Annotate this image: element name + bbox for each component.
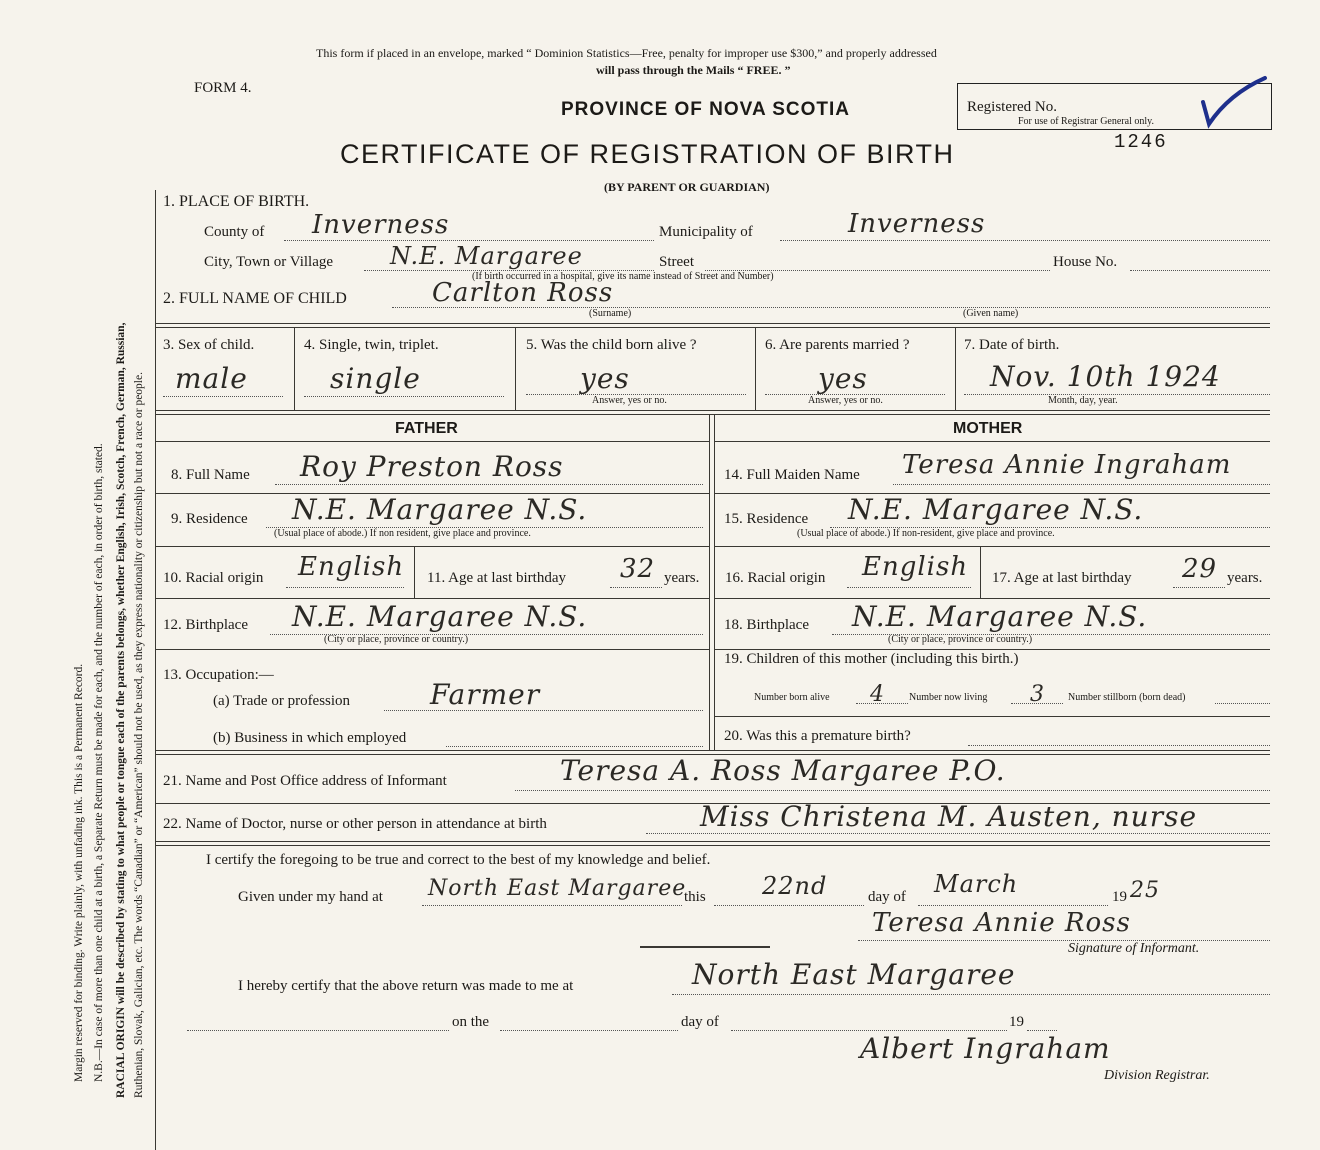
- mother-years-label: years.: [1227, 570, 1263, 586]
- municipality-value: Inverness: [848, 209, 986, 239]
- year-prefix: 19: [1112, 889, 1127, 905]
- date-of-birth-note: Month, day, year.: [1048, 395, 1118, 406]
- mother-name-value: Teresa Annie Ingraham: [902, 450, 1232, 480]
- stillborn-count-label: Number stillborn (born dead): [1068, 692, 1186, 703]
- business-label: (b) Business in which employed: [213, 730, 407, 746]
- father-name-label: 8. Full Name: [171, 467, 250, 483]
- living-count-value: 3: [1030, 682, 1045, 707]
- mother-residence-label: 15. Residence: [724, 511, 809, 527]
- occupation-label: 13. Occupation:—: [163, 667, 274, 683]
- parents-married-value: yes: [818, 362, 868, 395]
- margin-note-2: N.B.—In case of more than one child at a birth, a Separate Return must be made for each, and the number of each, in order of birth, stated.: [93, 443, 105, 1082]
- on-the-label: on the: [452, 1014, 490, 1030]
- trade-value: Farmer: [430, 678, 541, 711]
- born-alive-count-label: Number born alive: [754, 692, 830, 703]
- father-name-value: Roy Preston Ross: [300, 450, 564, 483]
- mother-age-label: 17. Age at last birthday: [992, 570, 1132, 586]
- sex-value: male: [175, 362, 248, 395]
- house-number-label: House No.: [1053, 254, 1118, 270]
- mother-birthplace-label: 18. Birthplace: [724, 617, 809, 633]
- registered-number: 1246: [1114, 131, 1168, 153]
- certify-statement: I certify the foregoing to be true and correct to the best of my knowledge and belief.: [206, 852, 711, 868]
- sex-label: 3. Sex of child.: [163, 337, 255, 353]
- plurality-value: single: [330, 362, 421, 395]
- city-value: N.E. Margaree: [390, 242, 583, 270]
- given-under-label: Given under my hand at: [238, 889, 383, 905]
- mother-age-value: 29: [1182, 554, 1218, 584]
- children-label: 19. Children of this mother (including this birth.): [724, 651, 1019, 667]
- born-alive-label: 5. Was the child born alive ?: [526, 337, 697, 353]
- margin-note-1: Margin reserved for binding. Write plainly, with unfading ink. This is a Permanent Record.: [73, 663, 85, 1082]
- checkmark-icon: [1195, 74, 1270, 129]
- registrar-signature: Albert Ingraham: [860, 1032, 1111, 1065]
- date-of-birth-value: Nov. 10th 1924: [990, 360, 1221, 393]
- given-name-note: (Given name): [963, 308, 1019, 319]
- attendant-value: Miss Christena M. Austen, nurse: [700, 800, 1198, 833]
- province-heading: PROVINCE OF NOVA SCOTIA: [561, 99, 851, 120]
- mother-heading: MOTHER: [953, 420, 1023, 437]
- informant-value: Teresa A. Ross Margaree P.O.: [560, 754, 1006, 787]
- father-birthplace-label: 12. Birthplace: [163, 617, 248, 633]
- county-label: County of: [204, 224, 265, 240]
- living-count-label: Number now living: [909, 692, 988, 703]
- mother-racial-value: English: [862, 552, 969, 582]
- city-label: City, Town or Village: [204, 254, 334, 270]
- trade-label: (a) Trade or profession: [213, 693, 351, 709]
- mother-birthplace-value: N.E. Margaree N.S.: [852, 600, 1148, 633]
- father-residence-label: 9. Residence: [171, 511, 248, 527]
- margin-note-4: Ruthenian, Slovak, Galician, etc. The words “Canadian” or “American” should not be used, as they express nationality or citizenship but not a race or people.: [133, 372, 145, 1098]
- this-label: this: [684, 889, 706, 905]
- father-age-value: 32: [620, 554, 656, 584]
- signature-of-informant-label: Signature of Informant.: [1068, 941, 1200, 956]
- father-birthplace-value: N.E. Margaree N.S.: [292, 600, 588, 633]
- mother-residence-note: (Usual place of abode.) If non-resident, give place and province.: [797, 528, 1055, 539]
- date-of-birth-label: 7. Date of birth.: [964, 337, 1060, 353]
- mother-name-label: 14. Full Maiden Name: [724, 467, 860, 483]
- father-birthplace-note: (City or place, province or country.): [324, 634, 469, 645]
- given-place-value: North East Margaree: [428, 876, 687, 901]
- hospital-note: (If birth occurred in a hospital, give its name instead of Street and Number): [472, 271, 774, 282]
- certificate-title: CERTIFICATE OF REGISTRATION OF BIRTH: [340, 139, 955, 169]
- child-name-label: 2. FULL NAME OF CHILD: [163, 290, 347, 307]
- certificate-subtitle: (BY PARENT OR GUARDIAN): [604, 180, 770, 194]
- attendant-label: 22. Name of Doctor, nurse or other person in attendance at birth: [163, 816, 547, 832]
- child-name-value: Carlton Ross: [432, 278, 614, 308]
- street-label: Street: [659, 254, 694, 270]
- father-racial-value: English: [298, 552, 405, 582]
- father-heading: FATHER: [395, 420, 458, 437]
- division-registrar-label: Division Registrar.: [1104, 1068, 1210, 1083]
- year-value: 25: [1130, 878, 1160, 903]
- registrar-year-prefix: 19: [1009, 1014, 1024, 1030]
- registered-label: Registered No.: [967, 99, 1057, 115]
- surname-note: (Surname): [589, 308, 632, 319]
- mother-residence-value: N.E. Margaree N.S.: [848, 493, 1144, 526]
- father-years-label: years.: [664, 570, 700, 586]
- day-of-label: day of: [868, 889, 906, 905]
- mother-birthplace-note: (City or place, province or country.): [888, 634, 1033, 645]
- informant-signature: Teresa Annie Ross: [872, 908, 1131, 938]
- postal-notice-free: will pass through the Mails “ FREE. ”: [596, 63, 791, 77]
- place-of-birth-label: 1. PLACE OF BIRTH.: [163, 193, 310, 210]
- registrar-statement: I hereby certify that the above return was made to me at: [238, 978, 574, 994]
- plurality-label: 4. Single, twin, triplet.: [304, 337, 439, 353]
- father-residence-value: N.E. Margaree N.S.: [292, 493, 588, 526]
- county-value: Inverness: [312, 210, 450, 240]
- municipality-label: Municipality of: [659, 224, 753, 240]
- margin-note-3: RACIAL ORIGIN will be described by stating to what people or tongue each of the parents belongs, whether English, Irish, Scotch, French, German, Russian,: [115, 322, 127, 1098]
- registrar-place-value: North East Margaree: [692, 958, 1016, 991]
- born-alive-value: yes: [580, 362, 630, 395]
- born-alive-count-value: 4: [870, 682, 885, 707]
- registrar-only-note: For use of Registrar General only.: [1018, 116, 1154, 127]
- father-racial-label: 10. Racial origin: [163, 570, 264, 586]
- parents-married-note: Answer, yes or no.: [808, 395, 883, 406]
- born-alive-note: Answer, yes or no.: [592, 395, 667, 406]
- mother-racial-label: 16. Racial origin: [725, 570, 826, 586]
- parents-married-label: 6. Are parents married ?: [765, 337, 910, 353]
- form-number: FORM 4.: [194, 80, 252, 96]
- father-age-label: 11. Age at last birthday: [427, 570, 566, 586]
- father-residence-note: (Usual place of abode.) If non resident, give place and province.: [274, 528, 531, 539]
- premature-label: 20. Was this a premature birth?: [724, 728, 911, 744]
- registrar-day-of-label: day of: [681, 1014, 719, 1030]
- postal-notice: This form if placed in an envelope, marked “ Dominion Statistics—Free, penalty for improper use $300,” and properly addressed: [316, 46, 937, 60]
- month-value: March: [934, 870, 1019, 898]
- day-value: 22nd: [762, 872, 828, 900]
- informant-label: 21. Name and Post Office address of Informant: [163, 773, 447, 789]
